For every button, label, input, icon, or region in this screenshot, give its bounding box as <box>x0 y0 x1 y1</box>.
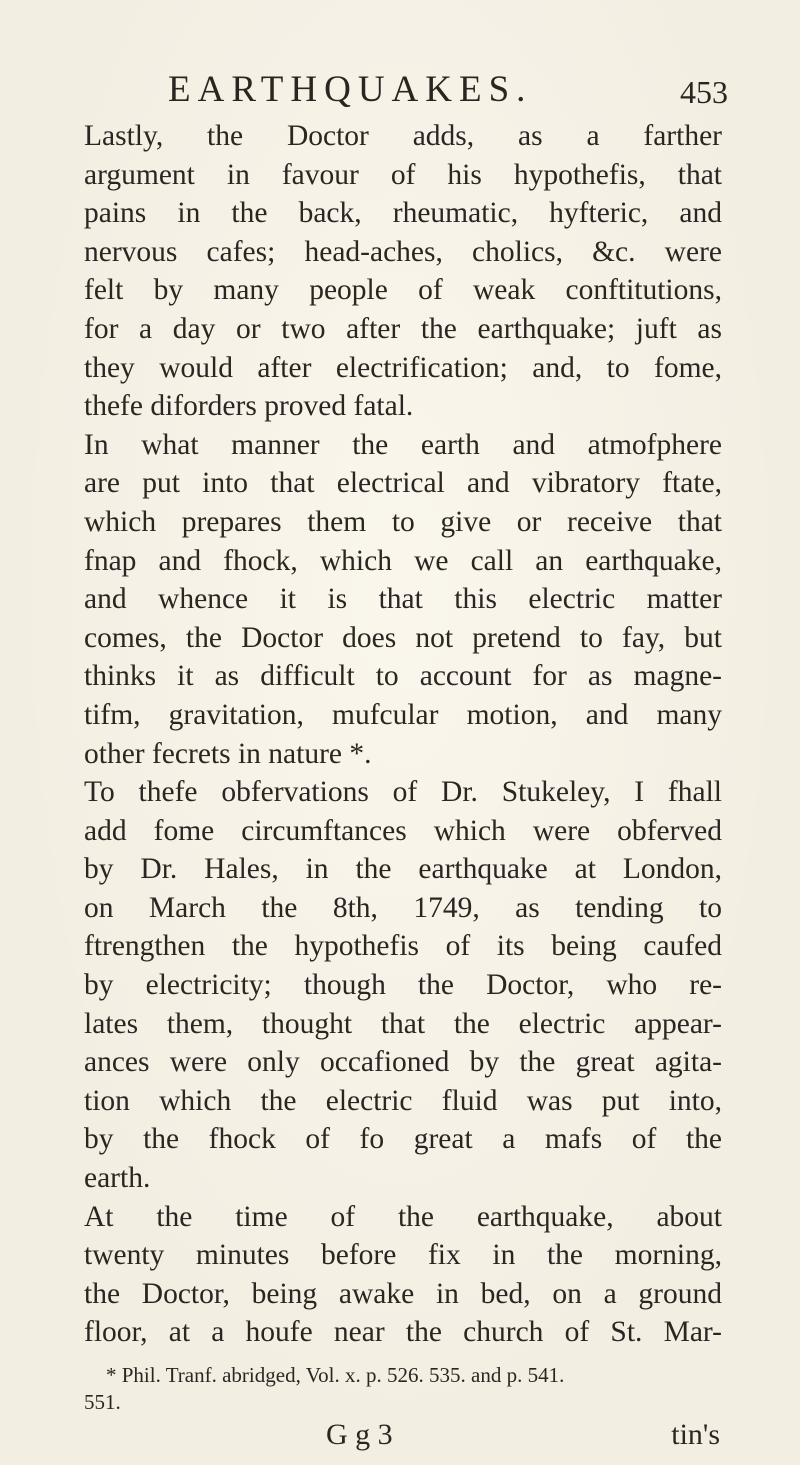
footnote-line: 551. <box>84 1390 121 1414</box>
paragraph <box>84 1198 722 1352</box>
paragraph <box>84 117 722 426</box>
text-line: comes, the Doctor does not pretend to fay, but <box>84 621 722 654</box>
text-line: pains in the back, rheumatic, hyfteric, and <box>84 197 722 230</box>
text-line: tifm, gravitation, mufcular motion, and many <box>84 698 722 731</box>
text-line: add fome circumftances which were obferved <box>84 814 722 847</box>
text-line: they would after electrification; and, to fome, <box>84 351 722 384</box>
text-line: on March the 8th, 1749, as tending to <box>84 891 722 924</box>
text-line: thinks it as difficult to account for as magne- <box>84 660 722 693</box>
text-line: twenty minutes before fix in the morning, <box>84 1239 722 1272</box>
text-line: tion which the electric fluid was put into, <box>84 1084 722 1117</box>
text-line: by the fhock of fo great a mafs of the <box>84 1123 722 1156</box>
text-line: floor, at a houfe near the church of St. Mar- <box>84 1316 722 1349</box>
text-line: fnap and fhock, which we call an earthquake, <box>84 544 722 577</box>
text-line: the Doctor, being awake in bed, on a ground <box>84 1277 722 1310</box>
text-line: thefe diforders proved fatal. <box>84 390 414 423</box>
text-line: by electricity; though the Doctor, who re- <box>84 969 722 1002</box>
footnote-line: * Phil. Tranf. abridged, Vol. x. p. 526. 535. and p. 541. <box>106 1363 565 1387</box>
text-line: At the time of the earthquake, about <box>84 1200 722 1233</box>
page-number: 453 <box>680 74 728 110</box>
catchword: tin's <box>671 1418 720 1451</box>
text-line: To thefe obfervations of Dr. Stukeley, I fhall <box>84 776 722 809</box>
paragraph <box>84 773 722 1198</box>
text-line: for a day or two after the earthquake; juft as <box>84 312 722 345</box>
text-line: lates them, thought that the electric appear- <box>84 1007 722 1040</box>
text-line: which prepares them to give or receive that <box>84 505 722 538</box>
running-head: EARTHQUAKES. <box>168 69 533 110</box>
text-line: Lastly, the Doctor adds, as a farther <box>84 120 722 152</box>
text-line: ftrengthen the hypothefis of its being caufed <box>84 930 722 963</box>
text-line: ances were only occafioned by the great agita- <box>84 1046 722 1079</box>
body-text <box>84 117 722 1352</box>
page-header <box>168 68 728 112</box>
footnote <box>84 1362 724 1416</box>
text-line: are put into that electrical and vibratory ftate, <box>84 467 722 500</box>
text-line: argument in favour of his hypothefis, that <box>84 158 722 191</box>
text-line: and whence it is that this electric matter <box>84 583 722 616</box>
text-line: felt by many people of weak conftitutions, <box>84 274 722 307</box>
text-line: In what manner the earth and atmofphere <box>84 428 722 461</box>
signature-mark: G g 3 <box>326 1418 393 1451</box>
text-line: other fecrets in nature *. <box>84 737 372 770</box>
paragraph <box>84 426 722 773</box>
text-line: earth. <box>84 1162 151 1195</box>
text-line: by Dr. Hales, in the earthquake at London, <box>84 853 722 886</box>
text-line: nervous cafes; head-aches, cholics, &c. were <box>84 235 722 268</box>
